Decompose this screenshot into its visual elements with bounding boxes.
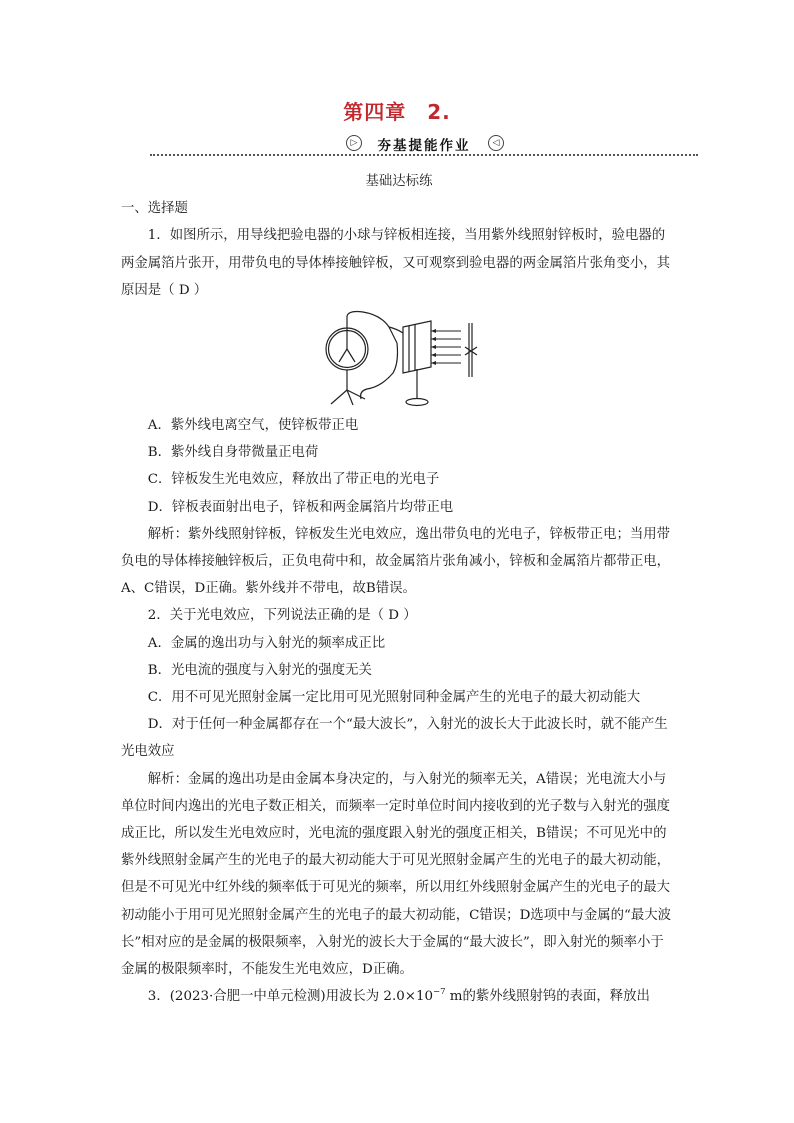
question-2-option-b: B．光电流的强度与入射光的强度无关 — [147, 662, 372, 678]
play-left-icon: ◁ — [488, 135, 504, 151]
play-right-icon: ▷ — [346, 135, 362, 151]
question-1-analysis: 解析：紫外线照射锌板，锌板发生光电效应，逸出带负电的光电子，锌板带正电；当用带负电的导体棒接触锌板后，正负电荷中和，故金属箔片张角减小，锌板和金属箔片都带正电，A、C错误，D正确。紫外线并不带电，故B错误。 — [121, 526, 671, 597]
question-2-option-a: A．金属的逸出功与入射光的频率成正比 — [147, 635, 386, 651]
question-3-exponent: −7 — [433, 987, 446, 998]
question-1-option-c: C．锌板发生光电效应，释放出了带正电的光电子 — [147, 472, 440, 488]
electroscope-figure — [319, 307, 479, 411]
question-1-option-b: B．紫外线自身带微量正电荷 — [147, 445, 319, 461]
question-2-analysis: 解析：金属的逸出功是由金属本身决定的，与入射光的频率无关，A错误；光电流大小与单位时间内逸出的光电子数正相关，而频率一定时单位时间内接收到的光子数与入射光的强度成正比，所以发生光电效应时，光电流的强度跟入射光的强度正相关，B错误；不可见光中的紫外线照射金属产生的光电子的最大初动能大于可见光照射金属产生的光电子的最大初动能，但是不可见光中红外线的频率低于可见光的频率，所以用红外线照射金属产生的光电子的最大初动能小于用可见光照射金属产生的光电子的最大初动能，C错误；D选项中与金属的“最大波长”相对应的是金属的极限频率，入射光的波长大于金属的“最大波长”，即入射光的频率小于金属的极限频率时，不能发生光电效应，D正确。 — [121, 771, 672, 978]
part-heading: 一、选择题 — [121, 201, 188, 217]
dotted-divider — [150, 154, 698, 156]
question-1-option-d: D．锌板表面射出电子，锌板和两金属箔片均带正电 — [147, 499, 454, 515]
question-2-option-d: D．对于任何一种金属都存在一个“最大波长”，入射光的波长大于此波长时，就不能产生光电效应 — [121, 717, 668, 760]
question-1-stem: 1．如图所示，用导线把验电器的小球与锌板相连接，当用紫外线照射锌板时，验电器的两金属箔片张开，用带负电的导体棒接触锌板，又可观察到验电器的两金属箔片张角变小，其原因是（ D ） — [121, 228, 671, 298]
question-2-stem: 2．关于光电效应，下列说法正确的是（ D ） — [147, 608, 417, 624]
question-3-stem-start: 3．(2023·合肥一中单元检测)用波长为 2.0×10 — [147, 989, 433, 1005]
banner-label: 夯基提能作业 — [377, 138, 471, 154]
question-3-stem-end: m的紫外线照射钨的表面，释放出 — [445, 989, 650, 1005]
question-1-option-a: A．紫外线电离空气，使锌板带正电 — [147, 418, 359, 434]
question-3-stem — [121, 983, 677, 1010]
homework-banner — [150, 134, 698, 156]
section-heading: 基础达标练 — [365, 174, 433, 189]
worksheet-body — [121, 168, 677, 1010]
question-2-option-c: C．用不可见光照射金属一定比用可见光照射同种金属产生的光电子的最大初动能大 — [147, 690, 641, 706]
chapter-title: 第四章 2. — [343, 100, 451, 124]
